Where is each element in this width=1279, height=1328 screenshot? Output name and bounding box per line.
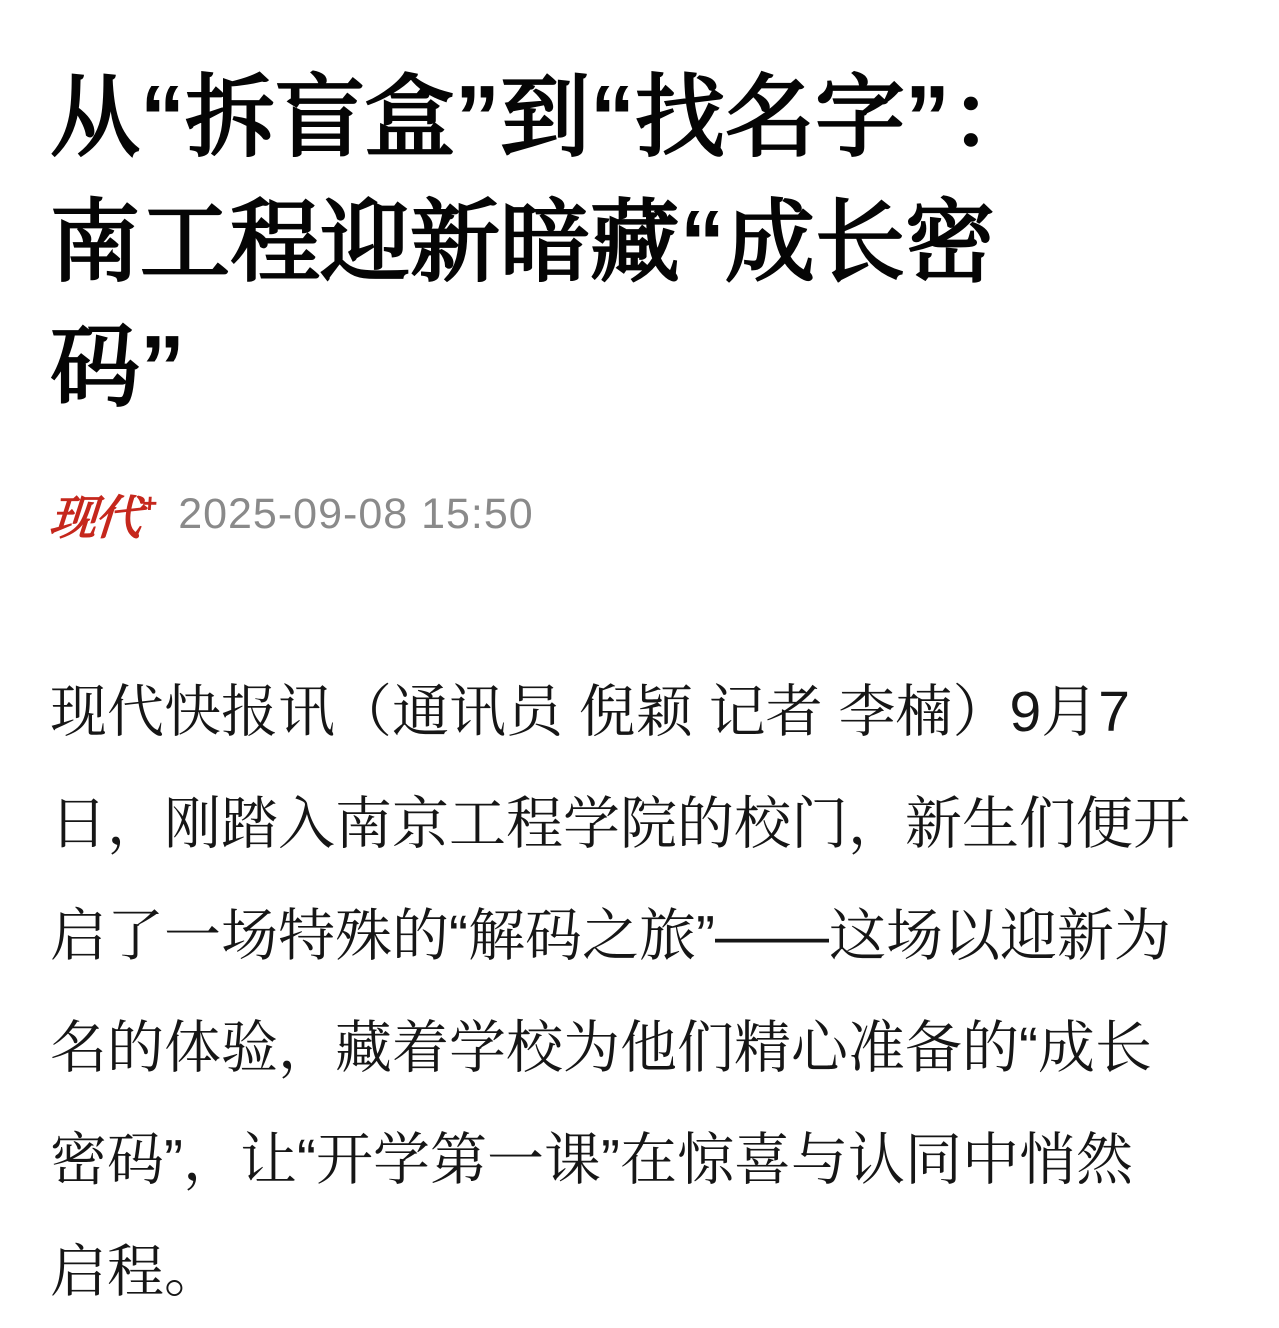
body-line-4: 名的体验，藏着学校为他们精心准备的“成长 — [50, 1016, 1152, 1080]
title-line-2: 南工程迎新暗藏“成长密 — [50, 193, 995, 293]
article-title — [50, 56, 1231, 431]
modern-express-logo — [48, 481, 157, 548]
body-line-6: 启程。 — [50, 1240, 221, 1304]
article-meta — [47, 481, 1231, 548]
title-line-1: 从“拆盲盒”到“找名字”： — [50, 68, 1040, 168]
body-line-3: 启了一场特殊的“解码之旅”——这场以迎新为 — [50, 904, 1171, 968]
modern-express-logo-text: 现代 — [47, 491, 142, 544]
publish-timestamp: 2025-09-08 15:50 — [178, 490, 534, 538]
body-line-2: 日，刚踏入南京工程学院的校门，新生们便开 — [50, 792, 1190, 856]
body-line-5: 密码”，让“开学第一课”在惊喜与认同中悄然 — [50, 1128, 1133, 1192]
modern-express-logo-plus: + — [140, 488, 157, 518]
article-body — [50, 656, 1231, 1328]
body-line-1: 现代快报讯（通讯员 倪颖 记者 李楠）9月7 — [50, 680, 1130, 744]
title-line-3: 码” — [50, 318, 185, 418]
